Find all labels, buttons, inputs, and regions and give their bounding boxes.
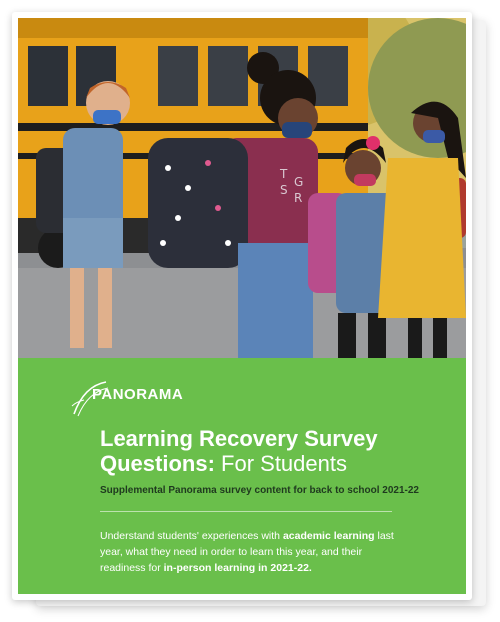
students-school-bus-photo (18, 18, 466, 358)
panorama-logo (70, 376, 190, 420)
title-bold: Learning Recovery Survey Questions: (100, 426, 378, 476)
description-part-2: last year, what they need in order to learn this year, and their readiness for (100, 530, 394, 574)
description-part-1: Understand students' experiences with (100, 530, 281, 542)
shirt-letter: G (294, 175, 304, 189)
title-light: For Students (221, 451, 347, 476)
brand-name: PANORAMA (92, 386, 184, 403)
description-bold-1: academic learning (282, 530, 375, 542)
shirt-letter: T (280, 167, 288, 181)
report-cover[interactable] (12, 12, 472, 600)
description-bold-2: in-person learning in 2021-22. (163, 562, 312, 574)
cover-photo (18, 18, 466, 358)
divider (100, 511, 392, 512)
shirt-letter: S (280, 183, 288, 197)
description (100, 528, 400, 576)
shirt-letter: R (294, 191, 303, 205)
cover-info-panel (18, 358, 466, 594)
page-title (100, 426, 450, 476)
subtitle: Supplemental Panorama survey content for back to school 2021-22 (100, 485, 419, 496)
